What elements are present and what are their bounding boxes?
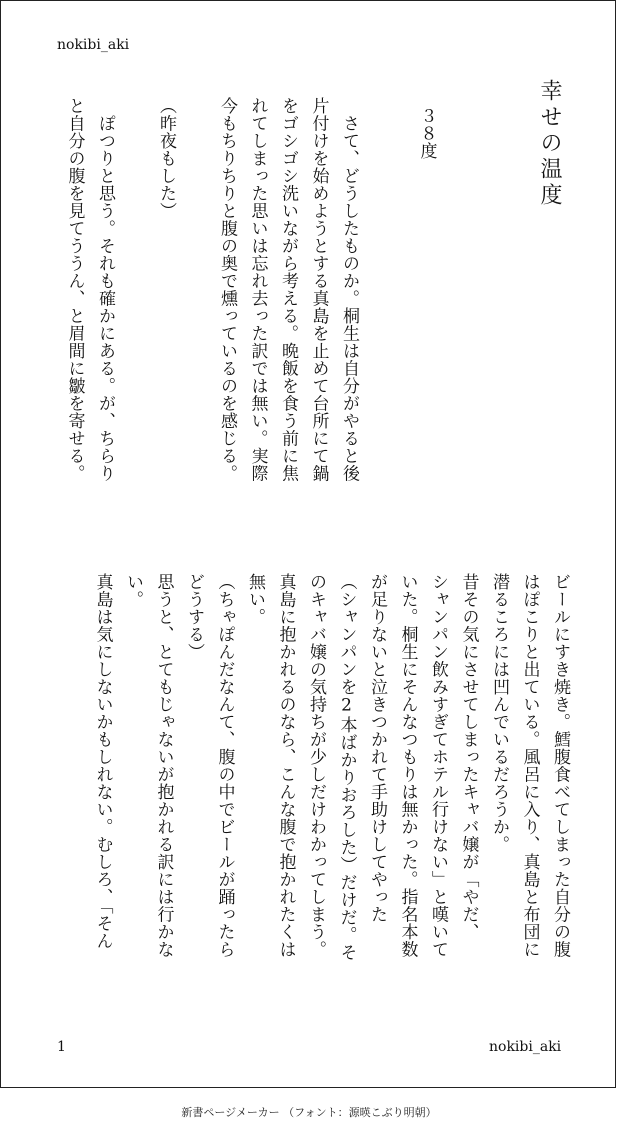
text-line xyxy=(181,97,212,527)
author-name-bottom: nokibi_aki xyxy=(489,1039,562,1055)
text-line: 今もちりちりと腹の奥で燻っているのを感じる。 xyxy=(217,97,237,482)
lower-text-block xyxy=(87,573,575,1003)
text-line: れてしまった思いは忘れ去った訳では無い。実際 xyxy=(247,97,268,482)
text-line xyxy=(120,97,151,527)
text-line: が足りないと泣きつかれて手助けしてやった xyxy=(367,573,387,923)
text-line: 潜るころには凹んでいるだろうか。 xyxy=(489,573,509,853)
generator-credit: 新書ページメーカー （フォント：源暎こぶり明朝） xyxy=(181,1106,437,1119)
text-line: どうする） xyxy=(184,573,204,661)
page-number: 1 xyxy=(57,1039,66,1055)
story-title: 幸せの温度 xyxy=(537,79,562,209)
text-line: 無い。 xyxy=(245,573,265,626)
text-line: 真島に抱かれるのなら、こんな腹で抱かれたくは xyxy=(275,573,296,958)
chapter-subtitle: ３８度 xyxy=(416,107,437,160)
text-line: さて、どうしたものか。桐生は自分がやると後 xyxy=(339,97,359,482)
text-line: ビールにすき焼き。鱈腹食べてしまった自分の腹 xyxy=(550,573,570,958)
text-line: と自分の腹を見てううん、と眉間に皺を寄せる。 xyxy=(64,97,85,482)
text-line: いた。桐生にそんなつもりは無かった。指名本数 xyxy=(397,573,418,958)
text-line: （ちゃぽんだなんて、腹の中でビールが踊ったら xyxy=(214,573,235,958)
text-line: い。 xyxy=(123,573,143,608)
author-name-top: nokibi_aki xyxy=(57,37,130,53)
text-line: 思うと、とてもじゃないが抱かれる訳には行かな xyxy=(153,573,174,958)
text-line: （昨夜もした） xyxy=(156,97,176,220)
text-line: のキャバ嬢の気持ちが少しだけわかってしまう。 xyxy=(306,573,326,958)
text-line: 真島は気にしないかもしれない。むしろ、「そん xyxy=(92,573,113,950)
text-line: はぽこりと出ている。風呂に入り、真島と布団に xyxy=(519,573,540,958)
text-line: （シャンパンを2本ばかりおろした）だけだ。そ xyxy=(336,573,357,961)
text-line: 片付けを始めようとする真島を止めて台所にて鍋 xyxy=(308,97,329,482)
upper-text-block xyxy=(59,97,364,527)
text-line: をゴシゴシ洗いながら考える。晩飯を食う前に焦 xyxy=(278,97,298,482)
text-line: シャンパン飲みすぎてホテル行けない」と嘆いて xyxy=(428,573,448,958)
text-line: 昔その気にさせてしまったキャバ嬢が「やだ、 xyxy=(458,573,479,941)
text-line: ぽつりと思う。それも確かにある。が、ちらり xyxy=(95,97,115,482)
